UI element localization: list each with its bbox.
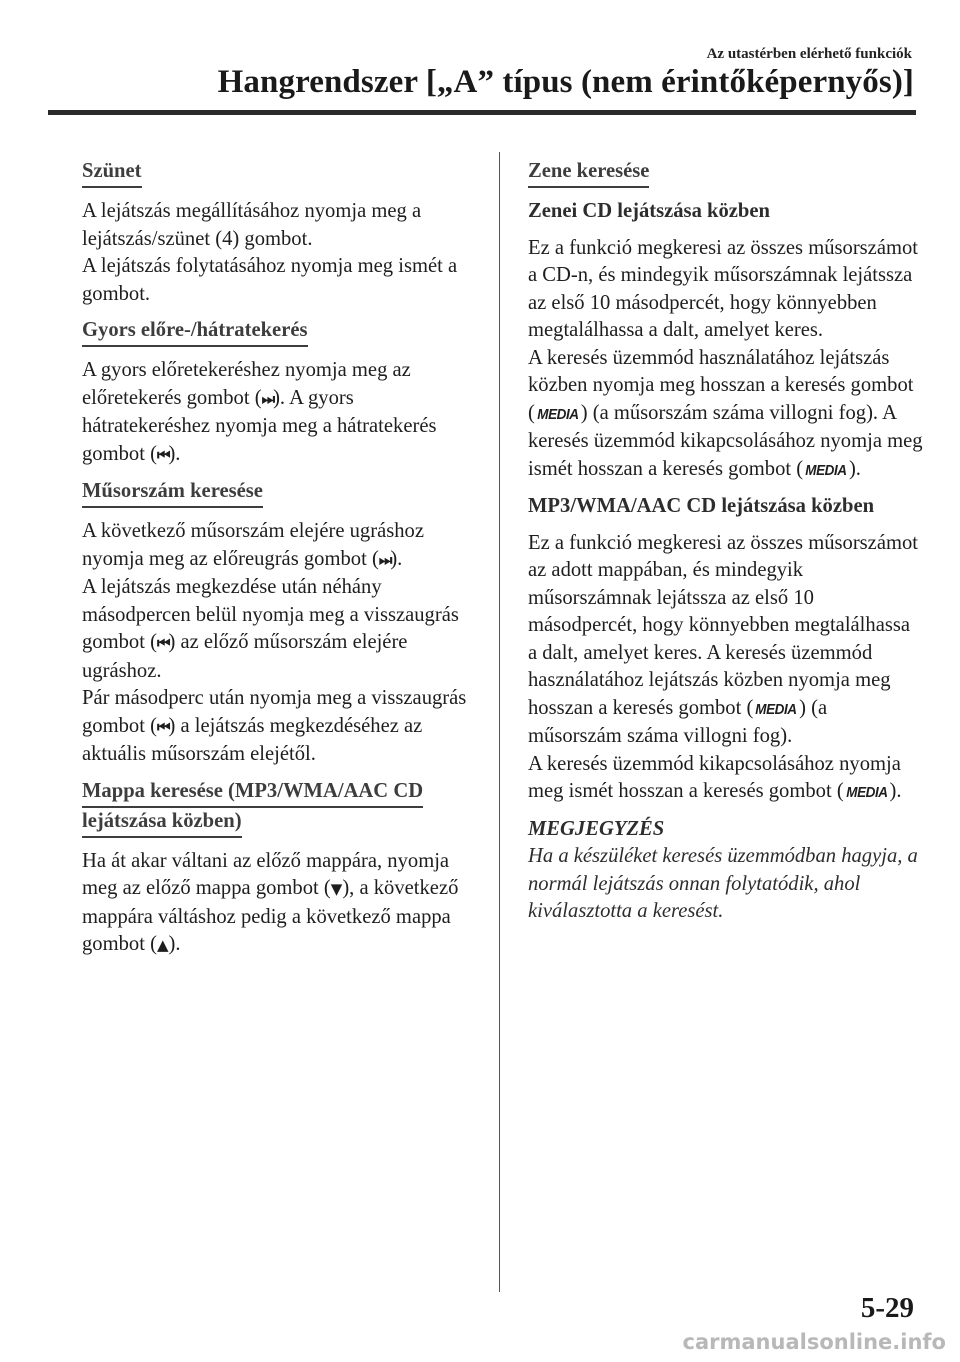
page-title: Hangrendszer [„A” típus (nem érintőképernyős)] (217, 64, 914, 100)
text: A keresés üzemmód kikapcsolásához nyomja meg ismét hosszan a keresés gombot ( (528, 752, 901, 802)
text: Ez a funkció megkeresi az összes műsorszámot a CD-n, és mindegyik műsorszámnak lejátssza az első 10 másodpercét, hogy könnyebben megtalálhassa a dalt, amelyet keres. (528, 236, 919, 341)
page-number: 5-29 (860, 1292, 914, 1324)
text: ). (848, 457, 861, 480)
text: A következő műsorszám elejére ugráshoz nyomja meg az előreugrás gombot ( (82, 520, 424, 570)
media-icon: MEDIA (755, 700, 797, 718)
text: ). A gyors hátratekeréshez nyomja meg a hátratekerés gombot ( (82, 386, 437, 465)
section-folder-search (82, 778, 482, 960)
left-column (82, 158, 482, 969)
text: Ha át akar váltani az előző mappára, nyomja meg az előző mappa gombot ( (82, 849, 450, 899)
paragraph (528, 235, 923, 485)
previous-track-icon: ⏮ (156, 717, 169, 736)
text: ) (a műsorszám száma villogni fog). A keresés üzemmód kikapcsolásához nyomja meg ismét hosszan a keresés gombot ( (528, 401, 923, 480)
text: Pár másodperc után nyomja meg a visszaugrás gombot ( (82, 687, 467, 737)
text: ). (390, 547, 403, 570)
right-column (528, 158, 923, 926)
section-heading-music-search: Zene keresése (528, 158, 649, 188)
column-divider (499, 152, 500, 1292)
down-arrow-icon: ▼ (330, 880, 343, 898)
text: Ez a funkció megkeresi az összes műsorszámot az adott mappában, és mindegyik műsorszámnak lejátssza az első 10 másodpercét, hogy könnyebben megtalálhassa a dalt, amelyet keres. A keresés üzemmód használatához lejátszás közben nyomja meg hosszan a keresés gombot ( (528, 531, 919, 719)
subheading-audio-cd: Zenei CD lejátszása közben (528, 200, 770, 222)
text: A lejátszás megkezdése után néhány másodpercen belül nyomja meg a visszaugrás gombot ( (82, 576, 459, 653)
section-heading-folder-search: Mappa keresése (MP3/WMA/AAC CD (82, 778, 423, 808)
paragraph (82, 357, 482, 469)
section-heading-folder-search-line2: lejátszása közben) (82, 808, 242, 838)
text: ) az előző műsorszám elejére ugráshoz. (82, 631, 408, 682)
section-heading-fast-forward: Gyors előre-/hátratekerés (82, 317, 308, 347)
paragraph (82, 198, 482, 308)
text: ). (168, 442, 181, 465)
previous-track-icon: ⏮ (156, 634, 169, 652)
text: ), a következő mappára váltáshoz pedig a következő mappa gombot ( (82, 877, 459, 955)
note-title: MEGJEGYZÉS (528, 817, 665, 840)
section-fast-forward (82, 317, 482, 469)
media-icon: MEDIA (537, 405, 579, 423)
text: ). (168, 933, 181, 955)
previous-track-icon: ⏮ (156, 445, 169, 464)
subheading-mp3-cd: MP3/WMA/AAC CD lejátszása közben (528, 495, 875, 517)
paragraph (82, 848, 482, 960)
note-text: Ha a készüléket keresés üzemmódban hagyja, a normál lejátszás onnan folytatódik, ahol kiválasztotta a keresést. (528, 845, 918, 922)
watermark: carmanualsonline.info (682, 1330, 946, 1354)
section-heading-pause: Szünet (82, 158, 142, 188)
text: ). (889, 780, 902, 802)
up-arrow-icon: ▲ (156, 936, 169, 954)
section-track-search (82, 478, 482, 769)
section-pause (82, 158, 482, 308)
text: ) (a műsorszám száma villogni fog). (528, 696, 828, 747)
text: A lejátszás megállításához nyomja meg a lejátszás/szünet (4) gombot. (82, 200, 422, 250)
media-icon: MEDIA (805, 461, 847, 479)
text: A keresés üzemmód használatához lejátszás közben nyomja meg hosszan a keresés gombot ( (528, 346, 914, 424)
text: A gyors előretekeréshez nyomja meg az előretekerés gombot ( (82, 359, 411, 409)
paragraph (528, 530, 923, 807)
paragraph (82, 518, 482, 769)
section-heading-track-search: Műsorszám keresése (82, 478, 263, 508)
text: ) a lejátszás megkezdéséhez az aktuális műsorszám elejétől. (82, 714, 423, 765)
next-track-icon: ⏭ (378, 550, 391, 569)
text: A lejátszás folytatásához nyomja meg ismét a gombot. (82, 255, 458, 305)
media-icon: MEDIA (845, 784, 888, 801)
header-rule (48, 110, 916, 115)
chapter-label: Az utastérben elérhető funkciók (706, 46, 912, 62)
next-track-icon: ⏭ (261, 389, 274, 408)
